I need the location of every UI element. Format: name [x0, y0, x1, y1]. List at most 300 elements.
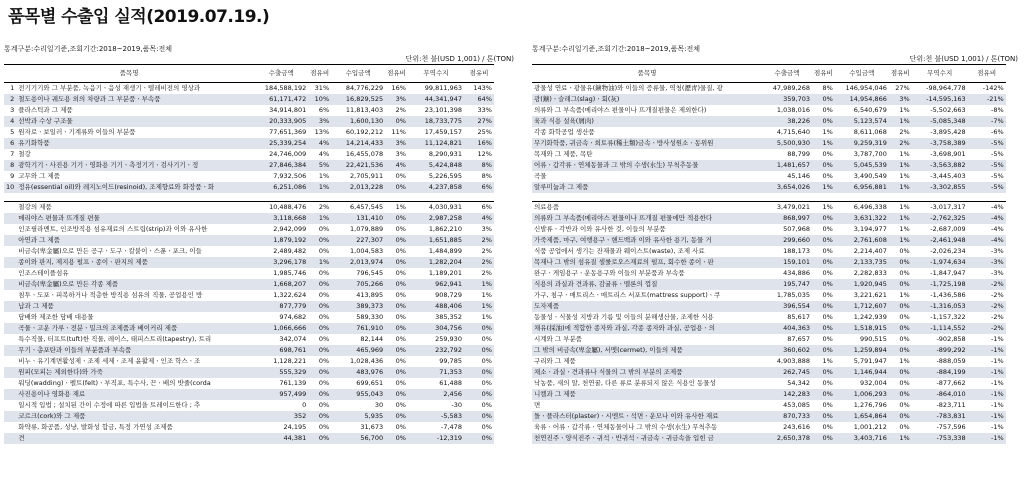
- value-cell: 304,756: [408, 323, 464, 334]
- value-cell: 299,660: [762, 235, 812, 246]
- table-row: [532, 83, 1006, 95]
- value-cell: 3,479,021: [776, 203, 810, 211]
- value-cell: 1%: [464, 301, 494, 312]
- value-cell: 1,654,864: [835, 411, 889, 422]
- item-name-cell: 비금속(卑金屬)으로 만든 각종 제품: [16, 279, 254, 290]
- rank-cell: [4, 268, 16, 279]
- value-cell: 54,342: [787, 379, 810, 387]
- value-cell: 5,424,848: [408, 160, 464, 171]
- value-cell: 360,602: [762, 345, 812, 356]
- rank-cell: [4, 389, 16, 400]
- value-cell: 77,651,369: [269, 128, 307, 136]
- table-row: [4, 160, 494, 171]
- table-row: [532, 213, 1006, 224]
- column-header: 무역수지: [408, 65, 464, 83]
- value-cell: -1,114,552: [912, 323, 968, 334]
- header-row: [532, 65, 1006, 83]
- value-cell: 465,969: [331, 345, 385, 356]
- value-cell: 8%: [464, 160, 494, 171]
- value-cell: 2,013,974: [331, 257, 385, 268]
- table-row: [532, 116, 1006, 127]
- value-cell: 18,733,775: [408, 116, 464, 127]
- value-cell: 0%: [395, 423, 406, 431]
- table-row: [532, 290, 1006, 301]
- value-cell: 0%: [481, 401, 492, 409]
- item-name-cell: 메리야스 편물과 뜨개질 편물: [16, 213, 254, 224]
- value-cell: 8%: [822, 84, 833, 92]
- value-cell: 1,518,915: [835, 323, 889, 334]
- value-cell: 20,333,905: [254, 116, 308, 127]
- value-cell: 0%: [385, 389, 408, 400]
- unit-label: 단위:천 불(USD 1,001) / 톤(TON): [909, 55, 1018, 63]
- value-cell: -2%: [991, 291, 1004, 299]
- value-cell: 6%: [464, 182, 494, 193]
- value-cell: 0%: [385, 279, 408, 290]
- value-cell: 2,942,099: [273, 225, 307, 233]
- value-cell: 4,715,640: [776, 128, 810, 136]
- item-name-cell: 육과 식용 설육(屑肉): [532, 116, 762, 127]
- item-name-cell: 천연진주ㆍ양식진주ㆍ귀석ㆍ반귀석ㆍ귀금속ㆍ귀금속을 입힌 금: [532, 433, 762, 444]
- rank-cell: [4, 257, 16, 268]
- value-cell: 0%: [822, 313, 833, 321]
- rank-cell: [4, 400, 16, 411]
- value-cell: 0%: [889, 367, 912, 378]
- value-cell: 1%: [308, 213, 331, 224]
- column-header: 수입금액: [835, 65, 889, 83]
- column-header: 수출금액: [762, 65, 812, 83]
- value-cell: 1%: [899, 203, 910, 211]
- value-cell: 3,490,549: [853, 172, 887, 180]
- value-cell: 2%: [318, 203, 330, 211]
- item-name-cell: 동물성ㆍ식물성 지방과 기름 및 이들의 분해생산물, 조제한 식용: [534, 313, 714, 321]
- value-cell: -3%: [968, 257, 1006, 268]
- value-cell: -2%: [968, 279, 1006, 290]
- table-row: [532, 323, 1006, 334]
- rank-cell: [4, 312, 16, 323]
- item-name-cell: 인조필라멘트, 인조방직용 섬유재료의 스트립(strip)과 이와 유사한: [18, 225, 208, 233]
- table-row: [532, 171, 1006, 182]
- value-cell: 0%: [889, 389, 912, 400]
- value-cell: 71,353: [408, 367, 464, 378]
- value-cell: 85,617: [787, 313, 810, 321]
- value-cell: 131,410: [331, 213, 385, 224]
- value-cell: 974,682: [279, 313, 307, 321]
- value-cell: 2,013,228: [331, 182, 385, 193]
- value-cell: -1%: [991, 357, 1004, 365]
- value-cell: 0%: [385, 116, 408, 127]
- value-cell: 0%: [385, 345, 408, 356]
- value-cell: 1,600,130: [331, 116, 385, 127]
- value-cell: -757,596: [936, 423, 966, 431]
- value-cell: -8%: [991, 106, 1004, 114]
- value-cell: 47,989,268: [772, 84, 810, 92]
- table-row: [4, 83, 494, 95]
- item-name-cell: 사진용이나 영화용 재료: [16, 389, 254, 400]
- table-row: [532, 301, 1006, 312]
- value-cell: 2%: [481, 247, 492, 255]
- column-header: 수출금액: [254, 65, 308, 83]
- table-row: [4, 433, 494, 444]
- value-cell: 1%: [308, 182, 331, 193]
- value-cell: 87,657: [787, 335, 810, 343]
- value-cell: 396,554: [762, 301, 812, 312]
- table-row: [532, 268, 1006, 279]
- value-cell: -5%: [968, 182, 1006, 193]
- value-cell: 44,341,947: [408, 94, 464, 105]
- value-cell: 1,001,212: [853, 423, 887, 431]
- value-cell: 44,381: [254, 433, 308, 444]
- item-name-cell: 정유(essential oil)와 레지노이드(resinoid), 조제향료와 화장품ㆍ화: [16, 182, 254, 193]
- value-cell: 84,776,229: [345, 84, 384, 92]
- value-cell: 0%: [395, 269, 406, 277]
- value-cell: 232,792: [408, 345, 464, 356]
- value-cell: 2,705,911: [350, 172, 384, 180]
- value-cell: 1,146,944: [835, 367, 889, 378]
- value-cell: 0%: [308, 235, 331, 246]
- value-cell: 0%: [812, 116, 835, 127]
- value-cell: 0%: [395, 172, 406, 180]
- divider-cell: [4, 193, 494, 202]
- value-cell: 1%: [889, 235, 912, 246]
- rank-cell: 8: [4, 160, 16, 171]
- query-criteria: 통계구분:수리일기준,조회기간:2018~2019,품목:전체: [4, 45, 172, 53]
- value-cell: -899,292: [912, 345, 968, 356]
- value-cell: -1%: [968, 389, 1006, 400]
- item-name-cell: 고무와 그 제품: [18, 172, 61, 180]
- value-cell: 0%: [385, 213, 408, 224]
- value-cell: 1,259,894: [835, 345, 889, 356]
- value-cell: 0%: [481, 379, 492, 387]
- item-name-cell: 니켈과 그 제품: [532, 389, 762, 400]
- column-header: 품목명: [4, 65, 254, 83]
- value-cell: 0%: [464, 323, 494, 334]
- value-cell: 0%: [308, 433, 331, 444]
- value-cell: 3%: [395, 150, 406, 158]
- value-cell: -5%: [968, 138, 1006, 149]
- value-cell: 6,251,086: [254, 182, 308, 193]
- value-cell: 0%: [395, 225, 406, 233]
- value-cell: 796,545: [356, 269, 384, 277]
- rank-cell: 1: [10, 84, 15, 92]
- column-header: 점유비: [889, 65, 912, 83]
- column-header: 점유비: [385, 65, 408, 83]
- value-cell: 1%: [464, 279, 494, 290]
- rank-cell: [4, 213, 16, 224]
- item-name-cell: 견: [16, 433, 254, 444]
- value-cell: 25%: [477, 128, 492, 136]
- value-cell: 1,651,885: [408, 235, 464, 246]
- rank-cell: [4, 323, 16, 334]
- table-row: [4, 235, 494, 246]
- value-cell: -142%: [982, 84, 1004, 92]
- table-row: [532, 312, 1006, 323]
- value-cell: -3,895,428: [930, 128, 966, 136]
- value-cell: -1,725,198: [912, 279, 968, 290]
- value-cell: 1%: [899, 106, 910, 114]
- value-cell: -12,319: [408, 433, 464, 444]
- table-row: [532, 202, 1006, 214]
- value-cell: 932,004: [859, 379, 887, 387]
- value-cell: 3,221,621: [853, 291, 887, 299]
- value-cell: 6,540,679: [853, 106, 887, 114]
- table-row: [4, 182, 494, 193]
- value-cell: 957,499: [254, 389, 308, 400]
- table-row: [4, 312, 494, 323]
- rank-cell: 7: [10, 150, 15, 158]
- value-cell: 60,192,212: [345, 128, 384, 136]
- value-cell: 0%: [822, 379, 833, 387]
- value-cell: 8%: [481, 172, 492, 180]
- rank-cell: 9: [10, 172, 15, 180]
- item-name-cell: 특수직물, 터프트(tuft)한 직물, 레이스, 태피스트리(tapestry), 트리: [18, 335, 212, 343]
- value-cell: -3%: [991, 269, 1004, 277]
- value-cell: -2,461,948: [912, 235, 968, 246]
- value-cell: 2%: [899, 128, 910, 136]
- value-cell: -5,502,663: [930, 106, 966, 114]
- rank-cell: 10: [6, 183, 15, 191]
- header-row: [4, 65, 494, 83]
- value-cell: 0%: [822, 291, 833, 299]
- item-name-cell: 가구, 침구ㆍ매트리스ㆍ매트리스 서포트(mattress support)ㆍ쿠: [534, 291, 721, 299]
- value-cell: 82,144: [360, 335, 384, 343]
- value-cell: 0%: [385, 257, 408, 268]
- value-cell: -1%: [991, 401, 1004, 409]
- table-row: [532, 389, 1006, 400]
- rank-cell: [4, 224, 16, 235]
- value-cell: 14,954,866: [835, 94, 889, 105]
- divider-cell: [532, 193, 1006, 202]
- table-row: [532, 356, 1006, 367]
- value-cell: 27%: [464, 116, 494, 127]
- table-row: [532, 400, 1006, 411]
- value-cell: 23,101,398: [424, 106, 462, 114]
- value-cell: -21%: [968, 94, 1006, 105]
- value-cell: 868,997: [762, 213, 812, 224]
- table-row: [532, 411, 1006, 422]
- value-cell: 3,403,716: [835, 433, 889, 444]
- table-row: [532, 367, 1006, 378]
- value-cell: 0%: [318, 225, 330, 233]
- value-cell: 0%: [899, 247, 910, 255]
- value-cell: -2%: [991, 313, 1004, 321]
- value-cell: -1%: [991, 335, 1004, 343]
- value-cell: -3,698,901: [930, 150, 966, 158]
- table-row: [4, 149, 494, 160]
- value-cell: 3%: [308, 116, 331, 127]
- value-cell: -7%: [968, 116, 1006, 127]
- value-cell: 0%: [318, 379, 330, 387]
- value-cell: 0%: [899, 335, 910, 343]
- item-name-cell: 전기기기와 그 부분품, 녹음기ㆍ음성 재생기ㆍ텔레비전의 영상과: [18, 84, 201, 92]
- value-cell: 5,123,574: [835, 116, 889, 127]
- value-cell: 0%: [308, 323, 331, 334]
- table-row: [4, 389, 494, 400]
- item-name-cell: 돌ㆍ플라스터(plaster)ㆍ시멘트ㆍ석면ㆍ운모나 이와 유사한 재료: [532, 411, 762, 422]
- table-row: [4, 138, 494, 149]
- rank-cell: [4, 202, 16, 214]
- query-criteria: 통계구분:수리일기준,조회기간:2018~2019,품목:전체: [532, 45, 700, 53]
- value-cell: 413,895: [356, 291, 384, 299]
- rank-cell: 4: [4, 116, 16, 127]
- value-cell: -1%: [968, 411, 1006, 422]
- value-cell: 0%: [812, 345, 835, 356]
- item-name-cell: 플라스틱과 그 제품: [18, 106, 73, 114]
- value-cell: 3,194,977: [853, 225, 887, 233]
- value-cell: 1,128,221: [273, 357, 307, 365]
- value-cell: 17,459,157: [424, 128, 462, 136]
- item-name-cell: 시계와 그 부분품: [534, 335, 583, 343]
- value-cell: 1%: [889, 160, 912, 171]
- value-cell: -4%: [968, 235, 1006, 246]
- table-row: [4, 94, 494, 105]
- table-row: [4, 171, 494, 182]
- value-cell: 64%: [464, 94, 494, 105]
- table-row: [4, 105, 494, 116]
- value-cell: -3%: [991, 247, 1004, 255]
- value-cell: 2%: [889, 138, 912, 149]
- value-cell: 1%: [318, 172, 330, 180]
- item-name-cell: 철도용이나 궤도용 외의 차량과 그 부분품ㆍ부속품: [16, 94, 254, 105]
- value-cell: -884,199: [912, 367, 968, 378]
- item-name-cell: 도자제품: [532, 301, 762, 312]
- value-cell: 0%: [899, 423, 910, 431]
- value-cell: 2,761,608: [835, 235, 889, 246]
- item-name-cell: 원자로ㆍ보일러ㆍ기계류와 이들의 부분품: [18, 128, 136, 136]
- value-cell: 88,799: [787, 150, 810, 158]
- item-name-cell: 어류ㆍ갑각류ㆍ연체동물과 그 밖의 수생(水生) 무척추동물: [532, 160, 762, 171]
- value-cell: 27%: [895, 84, 910, 92]
- value-cell: 45,146: [787, 172, 810, 180]
- rank-cell: [4, 378, 16, 389]
- column-header: 점유비: [464, 65, 494, 83]
- rank-cell: 2: [4, 94, 16, 105]
- value-cell: 2,650,378: [762, 433, 812, 444]
- value-cell: 0%: [318, 335, 330, 343]
- trade-table-right: [532, 64, 1006, 444]
- item-name-cell: 가죽제품, 마구, 여행용구ㆍ핸드백과 이와 유사한 용기, 동물 거: [532, 235, 762, 246]
- value-cell: 0%: [822, 172, 833, 180]
- rank-cell: 5: [10, 128, 15, 136]
- rank-cell: [4, 334, 16, 345]
- item-name-cell: 침투ㆍ도포ㆍ피복하거나 적층한 방직용 섬유의 직물, 공업용인 방: [18, 291, 203, 299]
- column-header: 무역수지: [912, 65, 968, 83]
- value-cell: 0%: [385, 367, 408, 378]
- value-cell: 16,455,078: [345, 150, 384, 158]
- value-cell: 30: [374, 401, 384, 409]
- value-cell: 188,173: [783, 247, 810, 255]
- value-cell: 0%: [308, 279, 331, 290]
- value-cell: 962,941: [408, 279, 464, 290]
- value-cell: -98,964,778: [926, 84, 966, 92]
- table-row: [4, 334, 494, 345]
- value-cell: 0%: [812, 389, 835, 400]
- value-cell: 1%: [899, 291, 910, 299]
- item-name-cell: 낙농품, 새의 알, 천연꿀, 다른 류로 분류되지 않은 식용인 동물성: [534, 379, 716, 387]
- value-cell: 3,296,178: [254, 257, 308, 268]
- value-cell: 31,673: [360, 423, 384, 431]
- value-cell: -823,711: [936, 401, 966, 409]
- value-cell: -1,847,947: [930, 269, 966, 277]
- table-row: [4, 257, 494, 268]
- table-row: [4, 323, 494, 334]
- value-cell: 0%: [464, 367, 494, 378]
- value-cell: -1%: [968, 345, 1006, 356]
- value-cell: -2,762,325: [912, 213, 968, 224]
- value-cell: 0%: [395, 401, 406, 409]
- value-cell: 1,006,293: [835, 389, 889, 400]
- value-cell: 0%: [318, 247, 330, 255]
- value-cell: 1,920,945: [835, 279, 889, 290]
- value-cell: 1%: [812, 138, 835, 149]
- value-cell: -1,974,634: [912, 257, 968, 268]
- value-cell: 1,481,657: [762, 160, 812, 171]
- value-cell: 1%: [899, 150, 910, 158]
- value-cell: 0%: [318, 401, 330, 409]
- value-cell: 1%: [889, 182, 912, 193]
- value-cell: -3,017,317: [930, 203, 966, 211]
- value-cell: 0%: [318, 357, 330, 365]
- item-name-cell: 식용의 과실과 견과류, 감귤류ㆍ멜론의 껍질: [532, 279, 762, 290]
- rank-cell: [4, 411, 16, 422]
- value-cell: -5%: [968, 160, 1006, 171]
- value-cell: 8,290,931: [428, 150, 462, 158]
- value-cell: -2,687,009: [930, 225, 966, 233]
- value-cell: 9,259,319: [835, 138, 889, 149]
- value-cell: 0%: [464, 433, 494, 444]
- value-cell: 0%: [822, 423, 833, 431]
- value-cell: 483,976: [331, 367, 385, 378]
- table-row: [532, 160, 1006, 171]
- value-cell: 0%: [385, 182, 408, 193]
- value-cell: 38,226: [762, 116, 812, 127]
- value-cell: 0%: [812, 160, 835, 171]
- table-row: [4, 422, 494, 433]
- value-cell: 243,616: [783, 423, 810, 431]
- value-cell: 1,282,204: [408, 257, 464, 268]
- value-cell: 0%: [318, 423, 330, 431]
- value-cell: -30: [451, 401, 462, 409]
- value-cell: 359,703: [762, 94, 812, 105]
- column-header: 품목명: [532, 65, 762, 83]
- item-name-cell: 광물성 연료ㆍ광물유(鑛物油)와 이들의 증류물, 역청(瀝靑)물질, 광: [534, 84, 723, 92]
- value-cell: -864,010: [912, 389, 968, 400]
- value-cell: 2%: [464, 257, 494, 268]
- value-cell: 761,910: [331, 323, 385, 334]
- value-cell: 33%: [477, 106, 492, 114]
- value-cell: 2,214,407: [853, 247, 887, 255]
- item-name-cell: 화약류, 화공품, 성냥, 발화성 합금, 특정 가연성 조제품: [18, 423, 173, 431]
- value-cell: 6,457,545: [350, 203, 384, 211]
- table-row: [532, 279, 1006, 290]
- value-cell: -1%: [991, 423, 1004, 431]
- value-cell: 0%: [385, 301, 408, 312]
- value-cell: 13%: [314, 128, 330, 136]
- value-cell: 0%: [308, 345, 331, 356]
- item-name-cell: 완구ㆍ게임용구ㆍ운동용구와 이들의 부분품과 부속품: [534, 269, 685, 277]
- item-name-cell: 철강: [18, 150, 31, 158]
- value-cell: 3%: [385, 94, 408, 105]
- value-cell: 698,761: [254, 345, 308, 356]
- value-cell: 16,829,525: [331, 94, 385, 105]
- value-cell: 143%: [473, 84, 492, 92]
- value-cell: 227,307: [331, 235, 385, 246]
- value-cell: -4%: [991, 225, 1004, 233]
- item-name-cell: 채소ㆍ과실ㆍ견과류나 식물의 그 밖의 부분의 조제품: [532, 367, 762, 378]
- value-cell: 0%: [481, 335, 492, 343]
- value-cell: 0%: [812, 94, 835, 105]
- right-panel: [532, 44, 1020, 444]
- value-cell: -3,563,882: [912, 160, 968, 171]
